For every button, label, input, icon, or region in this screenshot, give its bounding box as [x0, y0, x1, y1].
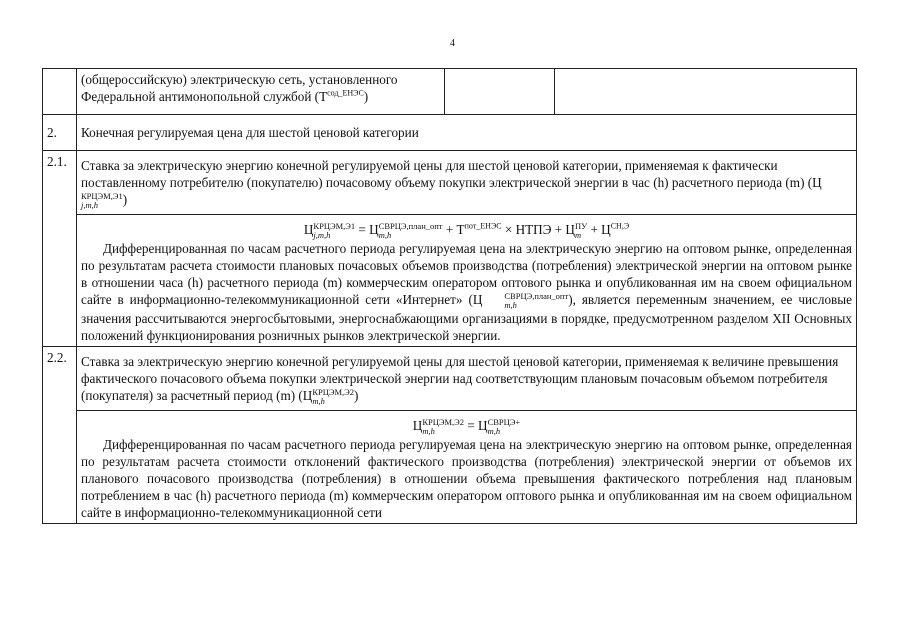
formula-eq: = Ц — [464, 417, 488, 433]
formula-indices — [313, 222, 355, 240]
formula-explanation: Дифференцированная по часам расчетного периода регулируемая цена на электрическую энергию на оптовом рынке, определенная по результатам расчета стоимости отклонений фактического производства (потребления) электрической энергии от объемов их планового почасового производства (потребления) в отношении объема превышения фактического потребления над плановым потреблением в час (h) расчетного периода (m) коммерческим оператором оптового рынка и опубликованная им на своем официальном сайте в информационно-телекоммуникационной сети — [81, 436, 852, 520]
formula-sub: m,h — [487, 425, 501, 436]
formula-sup: СН,Э — [610, 221, 630, 231]
formula-indices — [379, 222, 443, 240]
formula-sub: j,m,h — [313, 229, 331, 240]
tariff-table — [42, 68, 857, 524]
formula-symbol: Ц — [303, 221, 314, 237]
table-row — [43, 115, 857, 151]
rate-text-close: ) — [122, 192, 128, 207]
symbol-sup: СВРЦЭ,план_опт — [504, 290, 569, 301]
rate-text: Ставка за электрическую энергию конечной регулируемой цены для шестой ценовой категории, применяемая к фактически поставленному потребителю (покупателю) почасовому объему покупки электрической энергии в час (h) расчетного периода (m) (Ц — [81, 158, 822, 190]
section-heading: Конечная регулируемая цена для шестой ценовой категории — [77, 115, 857, 151]
rate-description — [77, 151, 857, 215]
formula-indices — [488, 418, 521, 436]
empty-cell — [555, 69, 857, 115]
table-row — [43, 151, 857, 215]
formula-sub: m,h — [378, 229, 392, 240]
explanation-text: ), является переменным значением, ее числовые значения рассчитываются энергосбытовыми, энергоснабжающими организациями в порядке, предусмотренном разделом XII Основных положений функционирования розничных рынков электрической энергии. — [81, 291, 852, 343]
formula-symbol: Ц — [412, 417, 423, 433]
symbol-sup: КРЦЭМ,Э2 — [312, 386, 355, 397]
row-text: (общероссийскую) электрическую сеть, установленного Федеральной антимонопольной службой (Т — [81, 72, 398, 104]
formula-cell — [77, 214, 857, 346]
explanation-text: Дифференцированная по часам расчетного периода регулируемая цена на электрическую энергию на оптовом рынке, определенная по результатам расчета стоимости плановых почасовых объемов производства (потребления) электрической энергии на оптовом рынке в отношении часа (h) расчетного периода (m) коммерческим оператором оптового рынка и опубликованная им на своем официальном сайте в информационно-телекоммуникационной сети «Интернет» (Ц — [81, 240, 852, 307]
row-text-cell — [77, 69, 445, 115]
row-text-close: ) — [363, 89, 369, 104]
formula-explanation — [81, 240, 852, 344]
row-number-cell — [43, 69, 77, 115]
symbol-sub: m,h — [312, 395, 325, 406]
page-number: 4 — [450, 38, 455, 49]
formula-eq: = Ц — [355, 221, 379, 237]
row-number: 2.2. — [43, 346, 77, 523]
formula-term: + Ц — [587, 221, 611, 237]
formula-sub: m,h — [422, 425, 435, 436]
rate-text-close: ) — [354, 387, 359, 403]
formula-sup: СВРЦЭ,план_опт — [378, 220, 443, 231]
formula-sup: КРЦЭМ,Э2 — [422, 416, 465, 427]
formula-term: × НТПЭ + Ц — [501, 221, 575, 237]
empty-cell — [445, 69, 555, 115]
table-row — [43, 69, 857, 115]
symbol-sub: m,h — [504, 299, 517, 310]
formula-cell — [77, 410, 857, 523]
rate-text: Ставка за электрическую энергию конечной регулируемой цены для шестой ценовой категории, применяемая к величине превышения фактического почасового объема покупки электрической энергии над соответствующим плановым почасовым объемом потребителя (покупателя) за расчетный период (m) (Ц — [81, 353, 839, 403]
table-row — [43, 346, 857, 410]
rate-description — [77, 346, 857, 410]
formula-2 — [81, 417, 852, 436]
table-row — [43, 410, 857, 523]
row-number: 2.1. — [43, 151, 77, 347]
formula-sup: ПУ — [574, 220, 588, 231]
formula-indices — [422, 418, 464, 436]
symbol-indices — [312, 388, 354, 406]
table-row — [43, 214, 857, 346]
formula-sup: СВРЦЭ+ — [487, 416, 521, 427]
formula-sup: КРЦЭМ,Э1 — [313, 220, 356, 231]
symbol-superscript: сод_ЕНЭС — [327, 88, 364, 98]
symbol-sup: КРЦЭМ,Э1 — [81, 190, 123, 201]
formula-indices — [575, 222, 587, 240]
formula-1 — [81, 221, 852, 240]
symbol-indices — [81, 192, 123, 210]
row-number: 2. — [43, 115, 77, 151]
formula-sup: пот_ЕНЭС — [464, 221, 502, 231]
symbol-sub: j,m,h — [81, 199, 98, 210]
formula-sub: m — [574, 229, 582, 240]
symbol-indices — [482, 292, 568, 310]
formula-term: + Т — [442, 221, 465, 237]
